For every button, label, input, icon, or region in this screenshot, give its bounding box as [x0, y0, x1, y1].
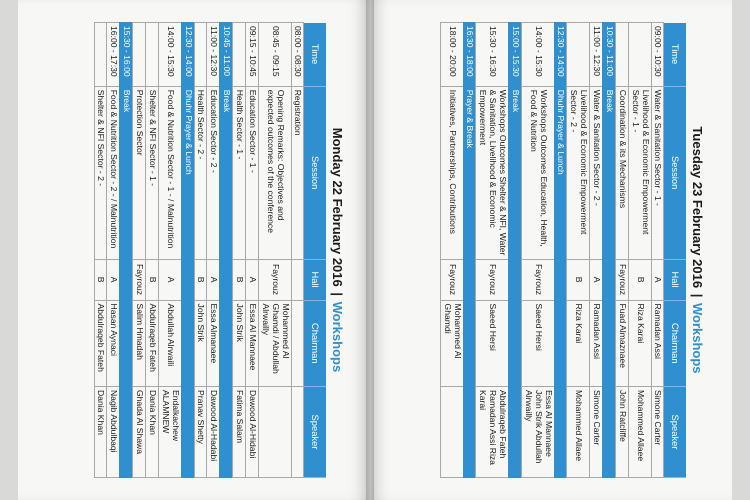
- chairman-cell: Saeed Hersi: [476, 300, 509, 386]
- hall-cell: Fayrouz: [133, 259, 146, 300]
- speaker-cell: Ghada Al Shawa: [133, 386, 146, 477]
- column-header-time: Time: [664, 23, 686, 87]
- hall-cell: Fayrouz: [522, 259, 555, 300]
- break-label: Dhuhr Prayer & Lunch: [181, 86, 194, 477]
- speaker-cell: [440, 386, 463, 477]
- speaker-cell: Essa Al Mannaee John Strik Abdullah Alrwailly: [522, 386, 555, 477]
- chairman-cell: Abdulraqeb Fateh: [146, 300, 159, 386]
- session-cell: Protection Sector: [133, 86, 146, 259]
- column-header-session: Session: [304, 86, 326, 259]
- speaker-cell: John Ratcliffe: [616, 386, 629, 477]
- chairman-cell: John Strik: [233, 300, 246, 386]
- session-cell: Livelihood & Economic Empowerment Sector - 2 -: [567, 86, 590, 259]
- session-row: [259, 23, 292, 478]
- time-cell: 08:45 - 09:15: [259, 23, 292, 87]
- speaker-cell: Dawood Al-Hadabi: [207, 386, 220, 477]
- hall-cell: Fayrouz: [440, 259, 463, 300]
- time-cell: 10:30 - 11:00: [603, 23, 616, 87]
- right-page: [370, 0, 732, 500]
- session-row: [207, 23, 220, 478]
- break-row: [181, 23, 194, 478]
- hall-cell: B: [567, 259, 590, 300]
- session-cell: Shelter & NFI Sector - 1 -: [146, 86, 159, 259]
- left-heading-label: Workshops: [330, 301, 345, 373]
- left-day-title: Monday 22 February 2016: [330, 127, 345, 287]
- session-cell: Health Sector - 1 -: [233, 86, 246, 259]
- time-cell: 18:00 - 20:00: [440, 23, 463, 87]
- hall-cell: Fayrouz: [259, 259, 292, 300]
- chairman-cell: Abdullah Alrwaili: [159, 300, 182, 386]
- chairman-cell: Riza Karai: [567, 300, 590, 386]
- break-row: [463, 23, 476, 478]
- time-cell: [567, 23, 590, 87]
- time-cell: 12:30 - 14:00: [554, 23, 567, 87]
- column-header-chairman: Chairman: [664, 300, 686, 386]
- right-page-content: [406, 22, 708, 478]
- session-row: [146, 23, 159, 478]
- session-cell: Coordination & its Mechanisms: [616, 86, 629, 259]
- time-cell: [146, 23, 159, 87]
- time-cell: [628, 23, 651, 87]
- chairman-cell: Fuad Almaznaee: [616, 300, 629, 386]
- session-row: [107, 23, 120, 478]
- time-cell: 11:00 - 12:30: [207, 23, 220, 87]
- time-cell: [94, 23, 107, 87]
- session-row: [194, 23, 207, 478]
- hall-cell: B: [628, 259, 651, 300]
- time-cell: 09:00 - 10:30: [651, 23, 664, 87]
- speaker-cell: [291, 386, 304, 477]
- chairman-cell: Mohammed Al Ghamdi: [440, 300, 463, 386]
- right-schedule-table: [440, 22, 686, 478]
- left-page-heading: [326, 22, 348, 478]
- time-cell: 16:30 - 18:00: [463, 23, 476, 87]
- break-label: Prayer & Break: [463, 86, 476, 477]
- break-row: [120, 23, 133, 478]
- session-cell: Education Sector - 2 -: [207, 86, 220, 259]
- time-cell: [133, 23, 146, 87]
- time-cell: 14:00 - 15:30: [522, 23, 555, 87]
- session-cell: Opening Remarks: Objectives and expected outcomes of the conference: [259, 86, 292, 259]
- column-header-hall: Hall: [664, 259, 686, 300]
- break-label: Break: [603, 86, 616, 477]
- speaker-cell: Simone Carter: [590, 386, 603, 477]
- time-cell: [233, 23, 246, 87]
- session-row: [522, 23, 555, 478]
- session-cell: Workshops Outcomes Shelter & NFI, Water & Sanitation, Livelihood & Economic Empowerment: [476, 86, 509, 259]
- session-cell: Registration: [291, 86, 304, 259]
- book-gutter: [366, 0, 374, 500]
- speaker-cell: Fatima Salam: [233, 386, 246, 477]
- hall-cell: Fayrouz: [616, 259, 629, 300]
- chairman-cell: Abdulraqeb Fateh: [94, 300, 107, 386]
- time-cell: 12:30 - 14:00: [181, 23, 194, 87]
- time-cell: 09:15 - 10:45: [246, 23, 259, 87]
- speaker-cell: Abdulraqeb Fateh Ramadan Assi Riza Karai: [476, 386, 509, 477]
- break-row: [509, 23, 522, 478]
- session-cell: Food & Nutrition Sector - 1 - / Malnutrition: [159, 86, 182, 259]
- break-row: [220, 23, 233, 478]
- break-label: Break: [220, 86, 233, 477]
- time-cell: 14:00 - 15:30: [159, 23, 182, 87]
- session-row: [628, 23, 651, 478]
- time-cell: 08:00 - 08:30: [291, 23, 304, 87]
- right-heading-separator: |: [690, 293, 705, 298]
- session-cell: Education Sector - 1 -: [246, 86, 259, 259]
- session-cell: Shelter & NFI Sector - 2 -: [94, 86, 107, 259]
- session-row: [651, 23, 664, 478]
- column-header-hall: Hall: [304, 259, 326, 300]
- session-row: [94, 23, 107, 478]
- hall-cell: A: [159, 259, 182, 300]
- break-label: Break: [509, 86, 522, 477]
- session-cell: Health Sector - 2 -: [194, 86, 207, 259]
- left-heading-separator: |: [330, 292, 345, 297]
- time-cell: [194, 23, 207, 87]
- speaker-cell: Nagib Abdulbaqi: [107, 386, 120, 477]
- column-header-time: Time: [304, 23, 326, 87]
- session-cell: Initiatives, Partnerships, Contributions: [440, 86, 463, 259]
- time-cell: 10:45 - 11:00: [220, 23, 233, 87]
- break-row: [603, 23, 616, 478]
- session-row: [590, 23, 603, 478]
- session-row: [440, 23, 463, 478]
- chairman-cell: John Strik: [194, 300, 207, 386]
- time-cell: 16:00 - 17:30: [107, 23, 120, 87]
- chairman-cell: Essa Almanaee: [207, 300, 220, 386]
- hall-cell: A: [590, 259, 603, 300]
- chairman-cell: Ramadan Assi: [590, 300, 603, 386]
- session-row: [246, 23, 259, 478]
- time-cell: 15:30 - 16:30: [476, 23, 509, 87]
- right-day-title: Tuesday 23 February 2016: [690, 126, 705, 289]
- session-row: [291, 23, 304, 478]
- right-heading-label: Workshops: [690, 302, 705, 374]
- session-cell: Livelihood & Economic Empowerment Sector - 1 -: [628, 86, 651, 259]
- speaker-cell: Dania Khan: [146, 386, 159, 477]
- speaker-cell: Endalkachew ALAMNEW: [159, 386, 182, 477]
- speaker-cell: Mohammed Allaee: [628, 386, 651, 477]
- hall-cell: B: [146, 259, 159, 300]
- session-cell: Water & Sanitation Sector - 2 -: [590, 86, 603, 259]
- hall-cell: A: [107, 259, 120, 300]
- session-row: [159, 23, 182, 478]
- time-cell: 15:00 - 15:30: [509, 23, 522, 87]
- session-cell: Water & Sanitation Sector - 1 -: [651, 86, 664, 259]
- speaker-cell: Mohammed Allaee: [567, 386, 590, 477]
- session-cell: Workshops Outcomes Education, Health, Food & Nutrition: [522, 86, 555, 259]
- session-row: [233, 23, 246, 478]
- right-page-heading: [686, 22, 708, 478]
- chairman-cell: Salim Hmadah: [133, 300, 146, 386]
- chairman-cell: Saeed Hersi: [522, 300, 555, 386]
- column-header-session: Session: [664, 86, 686, 259]
- chairman-cell: Hasan Aynaci: [107, 300, 120, 386]
- session-cell: Food & Nutrition Sector - 2 - / Malnutrition: [107, 86, 120, 259]
- chairman-cell: Essa Al Mannaee: [246, 300, 259, 386]
- time-cell: 15:30 - 16:00: [120, 23, 133, 87]
- hall-cell: [291, 259, 304, 300]
- hall-cell: B: [194, 259, 207, 300]
- session-row: [133, 23, 146, 478]
- speaker-cell: Simone Carter: [651, 386, 664, 477]
- chairman-cell: Mohammed Al Ghamdi / Abdullah Alrwailly: [259, 300, 292, 386]
- column-header-speaker: Speaker: [664, 386, 686, 477]
- speaker-cell: Dawood Al-Hidabi: [246, 386, 259, 477]
- chairman-cell: Riza Karai: [628, 300, 651, 386]
- hall-cell: A: [246, 259, 259, 300]
- session-row: [476, 23, 509, 478]
- hall-cell: A: [207, 259, 220, 300]
- hall-cell: A: [651, 259, 664, 300]
- left-page-content: [52, 22, 348, 478]
- speaker-cell: [259, 386, 292, 477]
- hall-cell: Fayrouz: [476, 259, 509, 300]
- time-cell: 11:00 - 12:30: [590, 23, 603, 87]
- speaker-cell: Dania Khan: [94, 386, 107, 477]
- left-page: [18, 0, 370, 500]
- hall-cell: B: [233, 259, 246, 300]
- break-label: Dhuhr Prayer & Lunch: [554, 86, 567, 477]
- chairman-cell: Ramadan Assi: [651, 300, 664, 386]
- hall-cell: B: [94, 259, 107, 300]
- session-row: [567, 23, 590, 478]
- speaker-cell: Pranav Shetty: [194, 386, 207, 477]
- break-label: Break: [120, 86, 133, 477]
- chairman-cell: [291, 300, 304, 386]
- column-header-chairman: Chairman: [304, 300, 326, 386]
- column-header-speaker: Speaker: [304, 386, 326, 477]
- time-cell: [616, 23, 629, 87]
- break-row: [554, 23, 567, 478]
- session-row: [616, 23, 629, 478]
- left-schedule-table: [94, 22, 326, 478]
